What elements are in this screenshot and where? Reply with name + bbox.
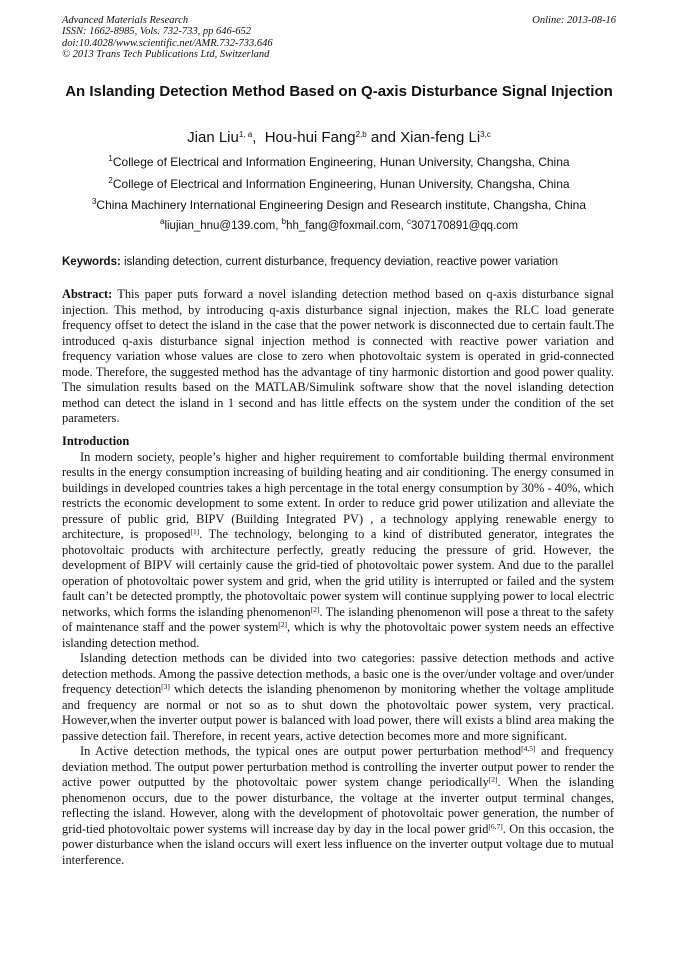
paragraph-text: In Active detection methods, the typical ones are output power perturbation method	[80, 744, 522, 758]
author-separator: ,	[252, 129, 265, 146]
abstract-text: This paper puts forward a novel islanding detection method based on q-axis disturbance signal injection. This method, by introducing q-axis disturbance signal injection, makes the RLC load generate frequency offset to detect the island in the case that the power network is disconnected due to certain fault.The introduced q-axis disturbance signal injection method is connected with reactive power variation and frequency variation whose values are close to zero when photovoltaic system is operated in grid-connected mode. Therefore, the suggested method has the advantage of tiny harmonic distortion and good power quality. The simulation results based on the MATLAB/Simulink software show that the novel islanding detection method can detect the island in 1 second and has little effects on the system under the condition of the set parameters.	[62, 287, 614, 425]
abstract-section	[62, 287, 614, 427]
intro-paragraph-2	[62, 651, 614, 744]
author-name: Hou-hui Fang	[264, 129, 356, 146]
paragraph-text: , which is why the photovoltaic power system needs an effective islanding detection method.	[62, 620, 615, 650]
author-affiliation-marker: 3,c	[480, 130, 491, 139]
doi-line: doi:10.4028/www.scientific.net/AMR.732-733.646	[62, 37, 273, 49]
affiliation-text: China Machinery International Engineering Design and Research institute, Changsha, China	[96, 198, 587, 212]
keywords-line	[62, 255, 638, 270]
author-list	[40, 128, 638, 147]
keywords-label: Keywords:	[62, 256, 121, 268]
citation-ref: [2]	[310, 604, 320, 614]
citation-ref: [3]	[161, 682, 170, 691]
email-marker: b	[281, 217, 287, 226]
issn-line: ISSN: 1662-8985, Vols. 732-733, pp 646-652	[62, 26, 251, 38]
affiliation-marker: 3	[91, 197, 97, 206]
intro-paragraph-1	[62, 450, 614, 652]
journal-header	[62, 15, 616, 61]
affiliation-text: College of Electrical and Information Engineering, Hunan University, Changsha, China	[112, 177, 570, 191]
affiliation-1	[40, 155, 638, 170]
introduction-heading: Introduction	[62, 434, 130, 448]
email-address: 307170891@qq.com	[411, 220, 518, 232]
email-address: liujian_hnu@139.com,	[164, 220, 282, 232]
affiliation-3	[40, 198, 638, 213]
paragraph-text: . When the islanding phenomenon occurs, due to the power disturbance, the voltage at the inverter output terminal changes, reflecting the island. However, along with the development of photovoltaic power generation, the number of grid-tied photovoltaic power systems will increase day by day in the local power grid	[62, 775, 614, 836]
introduction-paragraphs	[62, 450, 614, 869]
author-name: Jian Liu	[187, 129, 239, 146]
paragraph-text: and frequency deviation method. The output power perturbation method is controlling the inverter output power to render the active power outputted by the photovoltaic power system change periodically	[62, 744, 614, 789]
author-emails	[40, 219, 638, 234]
affiliation-marker: 2	[108, 176, 113, 185]
keywords-text: islanding detection, current disturbance, frequency deviation, reactive power variation	[120, 256, 559, 268]
copyright-line: © 2013 Trans Tech Publications Ltd, Switzerland	[62, 49, 270, 61]
email-address: hh_fang@foxmail.com,	[286, 220, 408, 232]
affiliation-2	[40, 177, 638, 192]
citation-ref: [2]	[278, 620, 288, 629]
online-date: Online: 2013-08-16	[532, 15, 616, 26]
citation-ref: [4,5]	[521, 744, 536, 753]
paragraph-text: . The technology, belonging to a kind of distributed generator, integrates the photovoltaic products with architecture perfectly, greatly reducing the pressure of grid. However, the development of BIPV will certainly cause the grid-tied of photovoltaic power system. And due to the parallel operation of photovoltaic power system and grid, when the grid utility is interrupted or failed and the system fault can’t be detected promptly, the photovoltaic power system will continue supplying power to local electric networks, which forms the islanding phenomenon	[62, 527, 614, 619]
author-affiliation-marker: 2,b	[355, 130, 367, 139]
journal-name: Advanced Materials Research	[62, 15, 189, 26]
paper-title: An Islanding Detection Method Based on Q-axis Disturbance Signal Injection	[65, 83, 613, 100]
affiliation-text: College of Electrical and Information Engineering, Hunan University, Changsha, China	[112, 155, 570, 169]
affiliation-marker: 1	[108, 154, 113, 163]
paragraph-text: Islanding detection methods can be divided into two categories: passive detection methods and active detection methods. Among the passive detection methods, a basic one is the over/under voltage and over/under frequency detection	[62, 651, 614, 696]
author-affiliation-marker: 1, a	[238, 130, 253, 139]
paragraph-text: . The islanding phenomenon will pose a threat to the safety of maintenance staff and the power system	[62, 604, 614, 634]
citation-ref: [6,7]	[488, 821, 503, 831]
email-marker: a	[159, 217, 165, 226]
paragraph-text: In modern society, people’s higher and higher requirement to comfortable building thermal environment results in the energy consumption increasing of building heating and air conditioning. The energy consumed in buildings in developed countries takes a high percentage in the total energy consumption by 30% - 40%, which restricts the economic development to some extent. In order to reduce grid power utilization and alleviate the pressure of public grid, BIPV (Building Integrated PV) , a technology applying renewable energy to architecture, is proposed	[62, 449, 614, 541]
paragraph-text: which detects the islanding phenomenon by monitoring whether the voltage amplitude and frequency are normal or not so as to shut down the photovoltaic power system, very practical. However,when the inverter output power is balanced with load power, there will exists a blind area making the passive detection fail. Therefore, in recent years, active detection becomes more and more significant.	[62, 682, 614, 743]
email-marker: c	[407, 217, 412, 226]
author-name: Xian-feng Li	[400, 129, 481, 146]
introduction-section	[62, 434, 614, 868]
citation-ref: [1]	[190, 527, 200, 536]
abstract-label: Abstract:	[62, 287, 113, 301]
author-separator: and	[366, 129, 401, 146]
paragraph-text: . On this occasion, the power disturbance when the island occurs will exert less influence on the inverter output voltage due to mutual interference.	[62, 821, 614, 867]
citation-ref: [2]	[488, 775, 498, 784]
intro-paragraph-3	[62, 744, 614, 868]
